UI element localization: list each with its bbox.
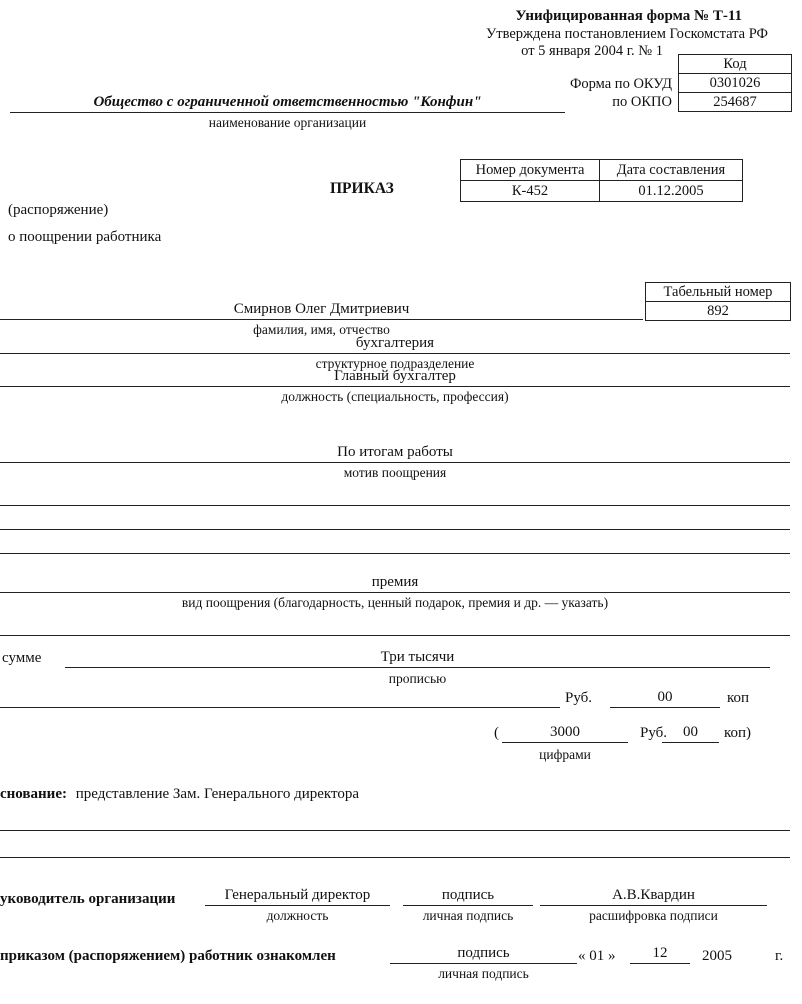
blank-line [0,529,790,530]
digits-caption: цифрами [539,747,591,762]
doc-date-header: Дата составления [600,160,743,181]
employee-name-caption: фамилия, имя, отчество [253,322,390,337]
blank-line [0,505,790,506]
department-caption: структурное подразделение [315,356,475,371]
basis-line [0,786,359,803]
department-field: бухгалтерия [0,333,790,354]
basis-value: представление Зам. Генерального директора [75,786,360,802]
doc-info-table [460,159,743,202]
motive-field: По итогам работы [0,442,790,463]
code-table [678,54,792,112]
head-name-field: А.В.Квардин [540,885,767,906]
okud-label: Форма по ОКУД [569,76,672,92]
organization-name-field: Общество с ограниченной ответственностью "Конфин" [10,92,565,113]
head-position-caption: должность [266,908,329,923]
sum-continuation-line [0,687,560,708]
position-caption: должность (специальность, профессия) [281,389,509,404]
approved-date-line: от 5 января 2004 г. № 1 [521,43,663,59]
organization-name-caption: наименование организации [208,115,367,130]
kop-label: коп [727,690,750,706]
employee-name-field: Смирнов Олег Дмитриевич [0,299,643,320]
digits-open-paren: ( [494,725,499,741]
doc-number-header: Номер документа [461,160,600,181]
code-header-cell: Код [679,55,792,74]
acknowledgment-label: приказом (распоряжением) работник ознакомлен [0,948,336,964]
basis-label: снование: [0,786,67,802]
okpo-label: по ОКПО [612,94,672,110]
digits-kopeks-field: 00 [662,722,719,743]
doc-date-value: 01.12.2005 [600,181,743,202]
personnel-number-value: 892 [646,302,791,321]
kopeks-field: 00 [610,687,720,708]
blank-line [0,635,790,636]
rub-label: Руб. [565,690,593,706]
order-subtitle-subject: о поощрении работника [8,229,162,245]
acknowledgment-year-suffix: г. [775,948,784,964]
okpo-value-cell: 254687 [679,93,792,112]
digits-rub-label: Руб. [640,725,668,741]
head-signature-field: подпись [403,885,533,906]
blank-line [0,857,790,858]
motive-caption: мотив поощрения [343,465,447,480]
acknowledgment-signature-field: подпись [390,943,577,964]
position-field: Главный бухгалтер [0,366,790,387]
personnel-number-header: Табельный номер [646,283,791,302]
head-name-caption: расшифровка подписи [589,908,718,923]
approved-by-line: Утверждена постановлением Госкомстата РФ [485,26,768,42]
form-code-title: Унифицированная форма № Т-11 [515,8,742,24]
acknowledgment-month-field: 12 [630,943,690,964]
sum-label: сумме [2,650,42,666]
order-subtitle-rasporyazhenie: (распоряжение) [8,202,109,218]
acknowledgment-day: « 01 » [578,948,616,964]
sum-words-caption: прописью [388,671,447,686]
head-of-organization-label: уководитель организации [0,891,176,907]
okud-value-cell: 0301026 [679,74,792,93]
digits-kop-label: коп) [724,725,752,741]
blank-line [0,830,790,831]
acknowledgment-signature-caption: личная подпись [438,966,529,981]
blank-line [0,553,790,554]
head-position-field: Генеральный директор [205,885,390,906]
acknowledgment-year: 2005 [702,948,732,964]
personnel-number-table [645,282,791,321]
sum-words-field: Три тысячи [65,647,770,668]
head-signature-caption: личная подпись [422,908,514,923]
reward-kind-caption: вид поощрения (благодарность, ценный подарок, премия и др. — указать) [181,595,609,610]
reward-kind-field: премия [0,572,790,593]
order-title: ПРИКАЗ [330,180,394,197]
digits-field: 3000 [502,722,628,743]
doc-number-value: К-452 [461,181,600,202]
